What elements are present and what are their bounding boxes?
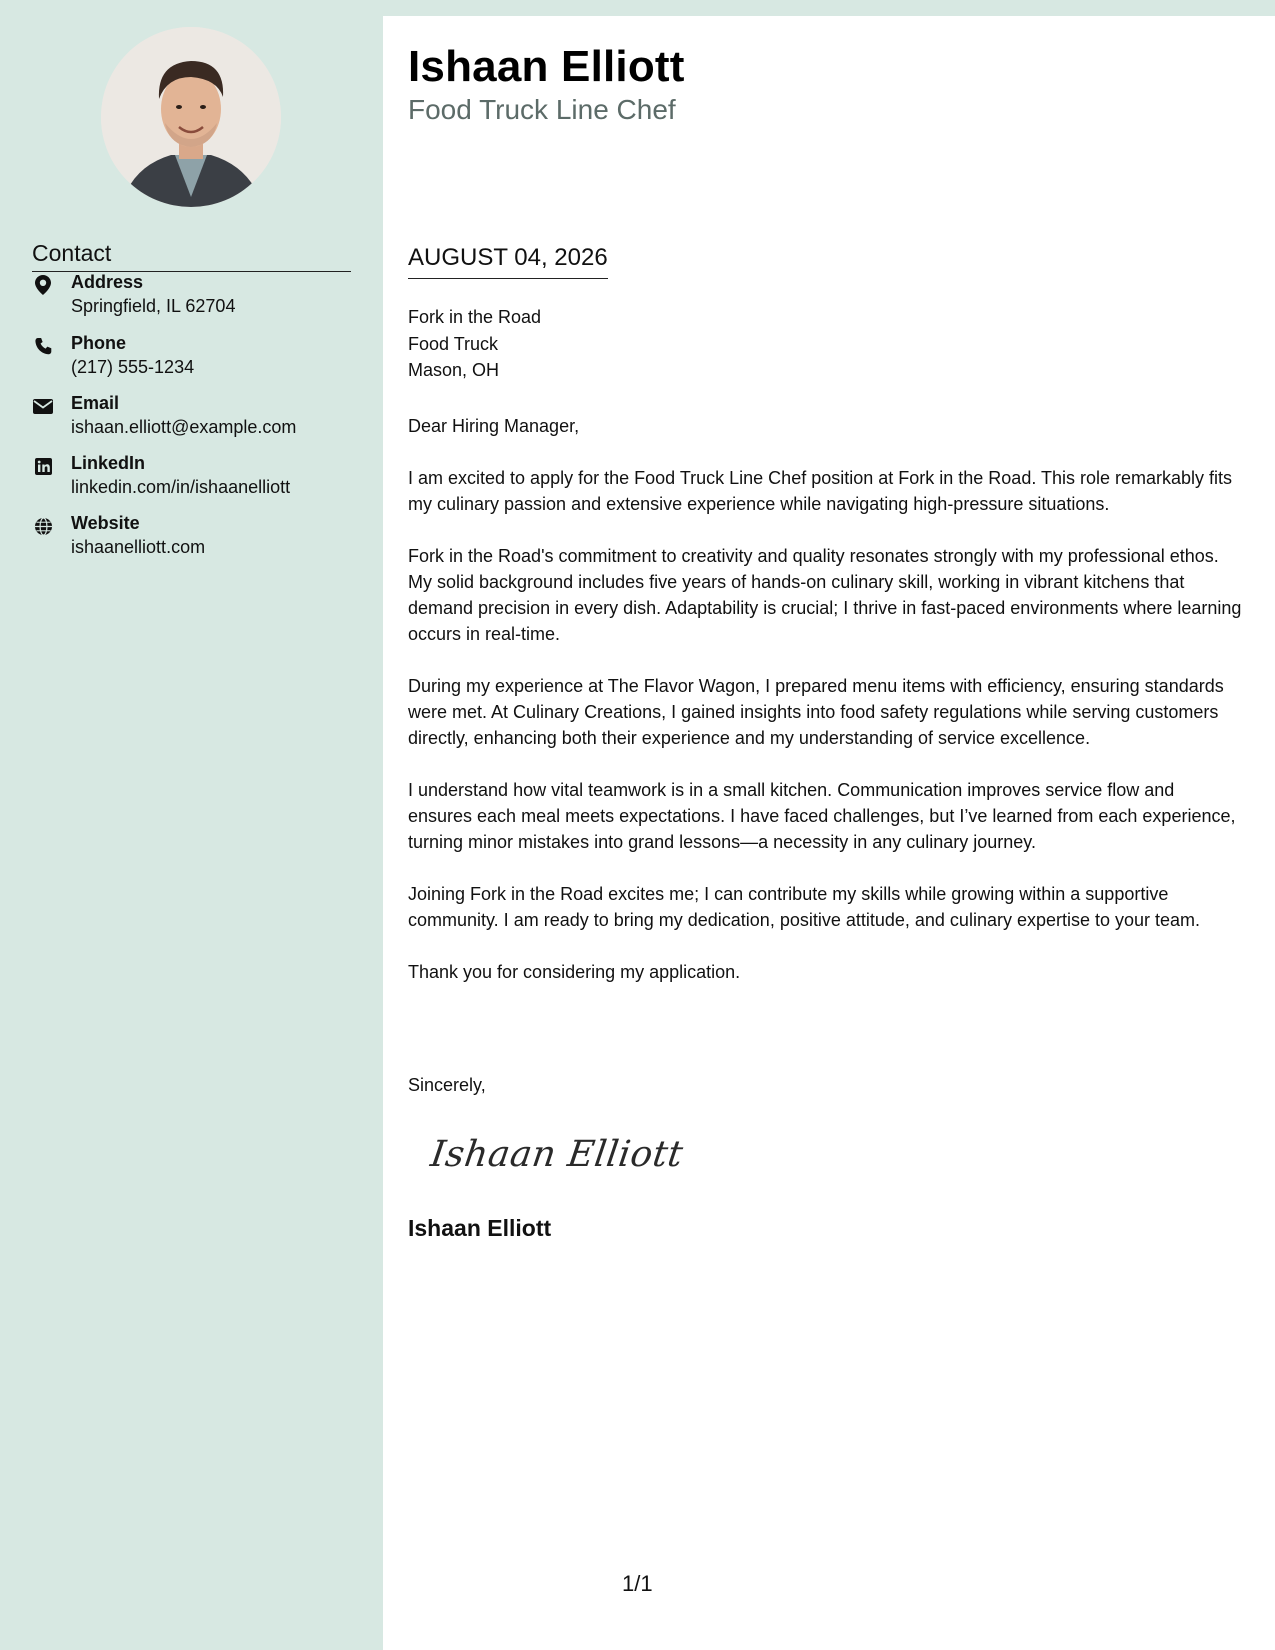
contact-value: ishaan.elliott@example.com	[71, 417, 297, 437]
globe-icon	[32, 515, 54, 537]
letter-body	[408, 413, 1243, 1011]
contact-value: linkedin.com/in/ishaanelliott	[71, 477, 291, 497]
contact-value: (217) 555-1234	[71, 357, 195, 377]
profile-photo	[101, 27, 281, 207]
body-paragraph: Joining Fork in the Road excites me; I can contribute my skills while growing within a supportive community. I am ready to bring my dedication, positive attitude, and culinary expertise to your team.	[408, 884, 1201, 930]
signed-name: Ishaan Elliott	[408, 1215, 552, 1241]
location-pin-icon	[32, 274, 54, 296]
contact-value: ishaanelliott.com	[71, 537, 206, 557]
body-paragraph: I understand how vital teamwork is in a small kitchen. Communication improves service flow and ensures each meal meets expectations. I have faced challenges, but I’ve learned from each experience, turning minor mistakes into grand lessons—a necessity in any culinary journey.	[408, 780, 1236, 852]
contact-heading: Contact	[32, 240, 351, 272]
sidebar	[0, 0, 383, 1650]
body-paragraph: Fork in the Road's commitment to creativity and quality resonates strongly with my professional ethos. My solid background includes five years of hands-on culinary skill, working in vibrant kitchens that demand precision in every dish. Adaptability is crucial; I thrive in fast-paced environments where learning occurs in real-time.	[408, 546, 1242, 644]
recipient-line: Mason, OH	[408, 360, 500, 380]
body-paragraph: I am excited to apply for the Food Truck Line Chef position at Fork in the Road. This role remarkably fits my culinary passion and extensive experience while navigating high-pressure situations.	[408, 468, 1233, 514]
envelope-icon	[32, 395, 54, 417]
contact-value: Springfield, IL 62704	[71, 296, 236, 316]
applicant-role: Food Truck Line Chef	[408, 94, 676, 125]
contact-label: Email	[71, 393, 120, 413]
contact-label: Phone	[71, 333, 127, 353]
body-paragraph: During my experience at The Flavor Wagon, I prepared menu items with efficiency, ensuring standards were met. At Culinary Creations, I gained insights into food safety regulations while serving customers directly, enhancing both their experience and my understanding of service excellence.	[408, 676, 1224, 748]
recipient-block	[408, 304, 541, 384]
applicant-name: Ishaan Elliott	[408, 42, 685, 91]
contact-label: LinkedIn	[71, 453, 146, 473]
recipient-line: Fork in the Road	[408, 307, 542, 327]
page-number: 1/1	[622, 1571, 653, 1596]
salutation: Dear Hiring Manager,	[408, 416, 580, 436]
letter-date: AUGUST 04, 2026	[408, 244, 608, 279]
recipient-line: Food Truck	[408, 333, 499, 354]
closing: Sincerely,	[408, 1075, 486, 1095]
contact-label: Address	[71, 272, 144, 292]
body-paragraph: Thank you for considering my application.	[408, 962, 741, 982]
phone-icon	[32, 335, 54, 357]
linkedin-icon	[32, 455, 54, 477]
letter-main	[383, 16, 1275, 1650]
contact-label: Website	[71, 513, 140, 533]
handwritten-signature: Ishaan Elliott	[428, 1134, 686, 1175]
